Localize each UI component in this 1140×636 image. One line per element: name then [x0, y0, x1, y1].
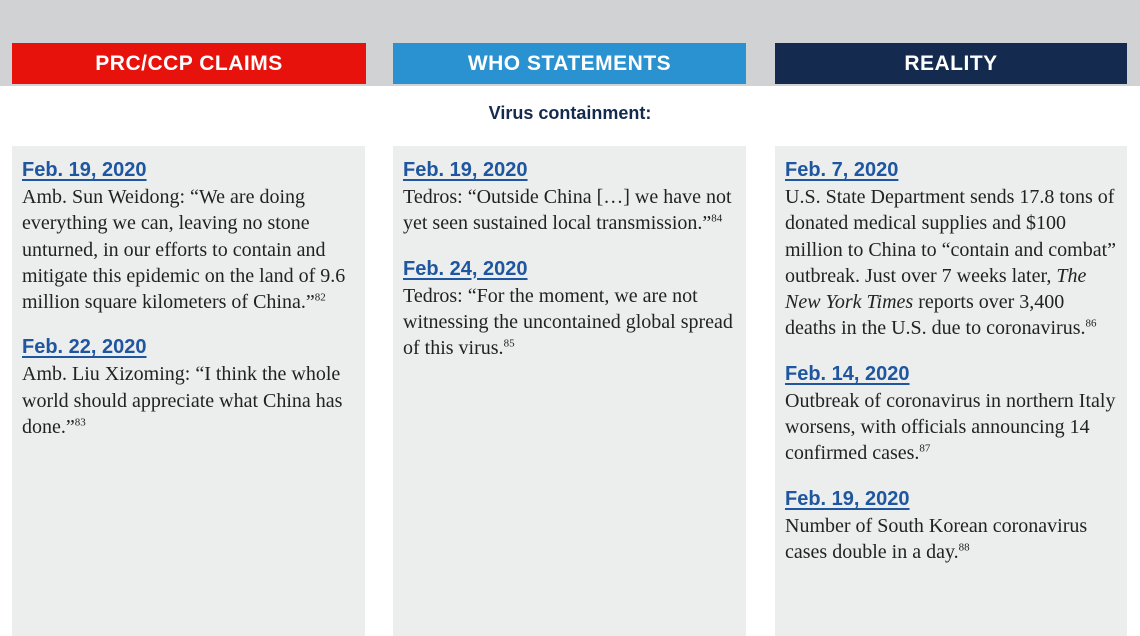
publication-title: The New York Times: [785, 264, 1087, 314]
header-who-statements: WHO STATEMENTS: [393, 43, 746, 84]
entry-text: Amb. Sun Weidong: “We are doing everything we can, leaving no stone unturned, in our efforts to contain and mitigate this epidemic on the land of 9.6 million square kilometers of China.”$^{82}$: [22, 186, 346, 314]
footnote-ref: 85: [503, 337, 515, 350]
footnote-ref: 86: [1085, 317, 1097, 330]
header-prc-ccp-claims: PRC/CCP CLAIMS: [12, 43, 366, 84]
entry-text: Amb. Liu Xizoming: “I think the whole world should appreciate what China has done.”$^{83}$: [22, 363, 343, 439]
entry-text: U.S. State Department sends 17.8 tons of donated medical supplies and $100 million to China to “contain and combat” outbreak. Just over 7 weeks later, The New York Times reports over 3,400 deaths in the U.S. due to coronavirus.$^{86}$: [785, 186, 1117, 340]
entry-text: Outbreak of coronavirus in northern Italy worsens, with officials announcing 14 confirmed cases.$^{87}$: [785, 389, 1116, 465]
entry-date-link[interactable]: Feb. 19, 2020: [403, 159, 528, 181]
footnote-ref: 83: [74, 416, 86, 429]
entry-date-link[interactable]: Feb. 7, 2020: [785, 159, 899, 181]
prc-entry: [22, 157, 355, 315]
footnote-ref: 87: [919, 442, 931, 455]
column-prc-claims: [12, 146, 365, 636]
entry-text: Number of South Korean coronavirus cases double in a day.$^{88}$: [785, 514, 1088, 563]
reality-entry: [785, 486, 1117, 566]
who-entry: [403, 157, 736, 237]
section-title: Virus containment:: [488, 103, 652, 123]
prc-entry: [22, 334, 355, 440]
entry-date-link[interactable]: Feb. 19, 2020: [22, 159, 147, 181]
column-reality: [775, 146, 1127, 636]
entry-text: Tedros: “For the moment, we are not witnessing the uncontained global spread of this virus.$^{85}$: [403, 284, 733, 360]
entry-date-link[interactable]: Feb. 22, 2020: [22, 336, 147, 359]
column-who-statements: [393, 146, 746, 636]
entry-date-link[interactable]: Feb. 14, 2020: [785, 362, 910, 385]
reality-entry: [785, 361, 1117, 467]
footnote-ref: 88: [958, 541, 970, 554]
who-entry: [403, 256, 736, 362]
header-reality: REALITY: [775, 43, 1127, 84]
reality-entry: [785, 157, 1117, 342]
footnote-ref: 84: [711, 212, 723, 225]
entry-date-link[interactable]: Feb. 19, 2020: [785, 487, 910, 510]
footnote-ref: 82: [314, 291, 326, 304]
entry-date-link[interactable]: Feb. 24, 2020: [403, 257, 528, 280]
entry-text: Tedros: “Outside China […] we have not yet seen sustained local transmission.”$^{84}$: [403, 186, 732, 235]
